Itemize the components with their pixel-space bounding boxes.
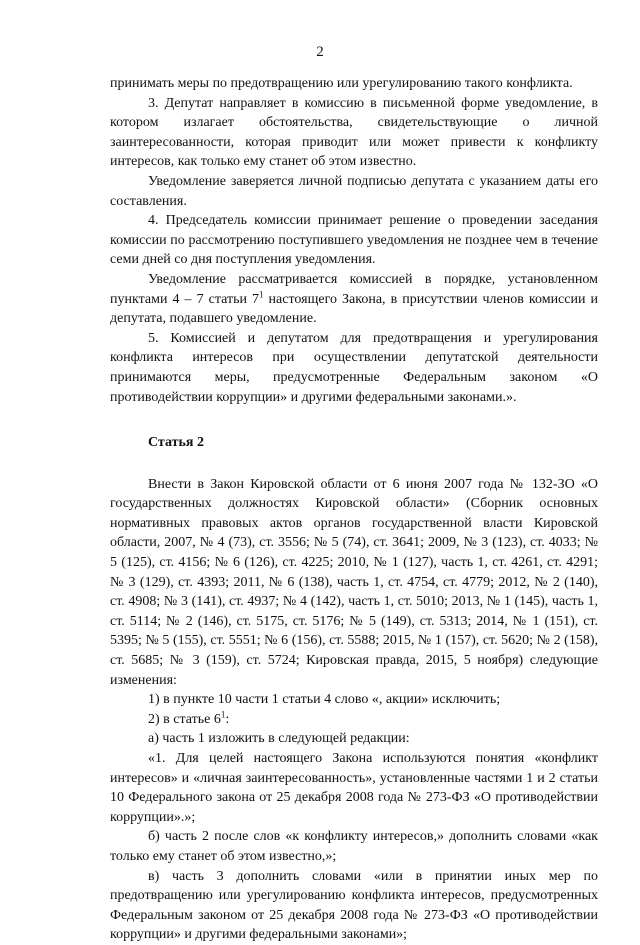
paragraph: Уведомление заверяется личной подписью депутата с указанием даты его составления. [110,173,598,209]
paragraph: 5. Комиссией и депутатом для предотвращения и урегулирования конфликта интересов при осуществлении депутатской деятельности принимаются меры, предусмотренные Федеральным законом «О противодействии коррупции» и другими федеральными законами.». [110,330,598,405]
list-item: 1) в пункте 10 части 1 статьи 4 слово «, акции» исключить; [148,692,501,708]
text-segment: : [225,711,230,727]
text-segment: Уведомление рассматривается комиссией в порядке, установленном пунктами 4 – 7 статьи 7 [110,271,598,307]
paragraph: «1. Для целей настоящего Закона используются понятия «конфликт интересов» и «личная заинтересованность», установленные частями 1 и 2 статьи 10 Федерального закона от 25 декабря 2008 года № 273-ФЗ «О противодействии коррупции».»; [110,751,598,825]
paragraph: Внести в Закон Кировской области от 6 июня 2007 года № 132-ЗО «О государственных должностях Кировской области» (Сборник основных нормативных правовых актов органов государственной власти Кировской области, 2007, № 4 (73), ст. 3556; № 5 (74), ст. 3641; 2009, № 3 (123), ст. 4033; № 5 (125), ст. 4156; № 6 (126), ст. 4225; 2010, № 1 (127), часть 1, ст. 4261, ст. 4291; № 3 (129), ст. 4393; 2011, № 6 (138), часть 1, ст. 4754, ст. 4779; 2012, № 2 (140), ст. 4908; № 3 (141), ст. 4937; № 4 (142), часть 1, ст. 5010; 2013, № 1 (145), часть 1, ст. 5114; № 2 (146), ст. 5175, ст. 5176; № 5 (149), ст. 5313; 2014, № 1 (151), ст. 5395; № 5 (155), ст. 5551; № 6 (156), ст. 5588; 2015, № 1 (157), ст. 5620; № 2 (158), ст. 5685; № 3 (159), ст. 5724; Кировская правда, 2015, 5 ноября) следующие изменения: [110,476,598,688]
paragraph: 3. Депутат направляет в комиссию в письменной форме уведомление, в котором излагает обстоятельства, свидетельствующие о личной заинтересованности, которая приводит или может привести к конфликту интересов, как только ему станет об этом известно. [110,95,598,170]
list-item: в) часть 3 дополнить словами «или в принятии иных мер по предотвращению или урегулированию конфликта интересов, предусмотренных Федеральным законом от 25 декабря 2008 года № 273-ФЗ «О противодействии коррупции» и другими федеральными законами»; [110,868,598,943]
superscript: 1 [259,288,264,299]
list-item: а) часть 1 изложить в следующей редакции: [148,731,410,747]
superscript: 1 [220,709,226,720]
list-item [110,710,598,730]
paragraph: 4. Председатель комиссии принимает решение о проведении заседания комиссии по рассмотрению поступившего уведомления не позднее чем в течение семи дней со дня поступления уведомления. [110,213,598,268]
article-heading: Статья 2 [148,435,204,451]
list-item: б) часть 2 после слов «к конфликту интересов,» дополнить словами «как только ему станет об этом известно,»; [110,829,598,864]
text-segment: настоящего Закона, в присутствии членов комиссии и депутата, подавшего уведомление. [110,291,599,327]
paragraph [110,270,598,329]
text-segment: 2) в статье 6 [148,711,221,727]
page-number: 2 [316,44,324,60]
paragraph: принимать меры по предотвращению или урегулированию такого конфликта. [110,76,573,91]
document-body [110,74,598,945]
